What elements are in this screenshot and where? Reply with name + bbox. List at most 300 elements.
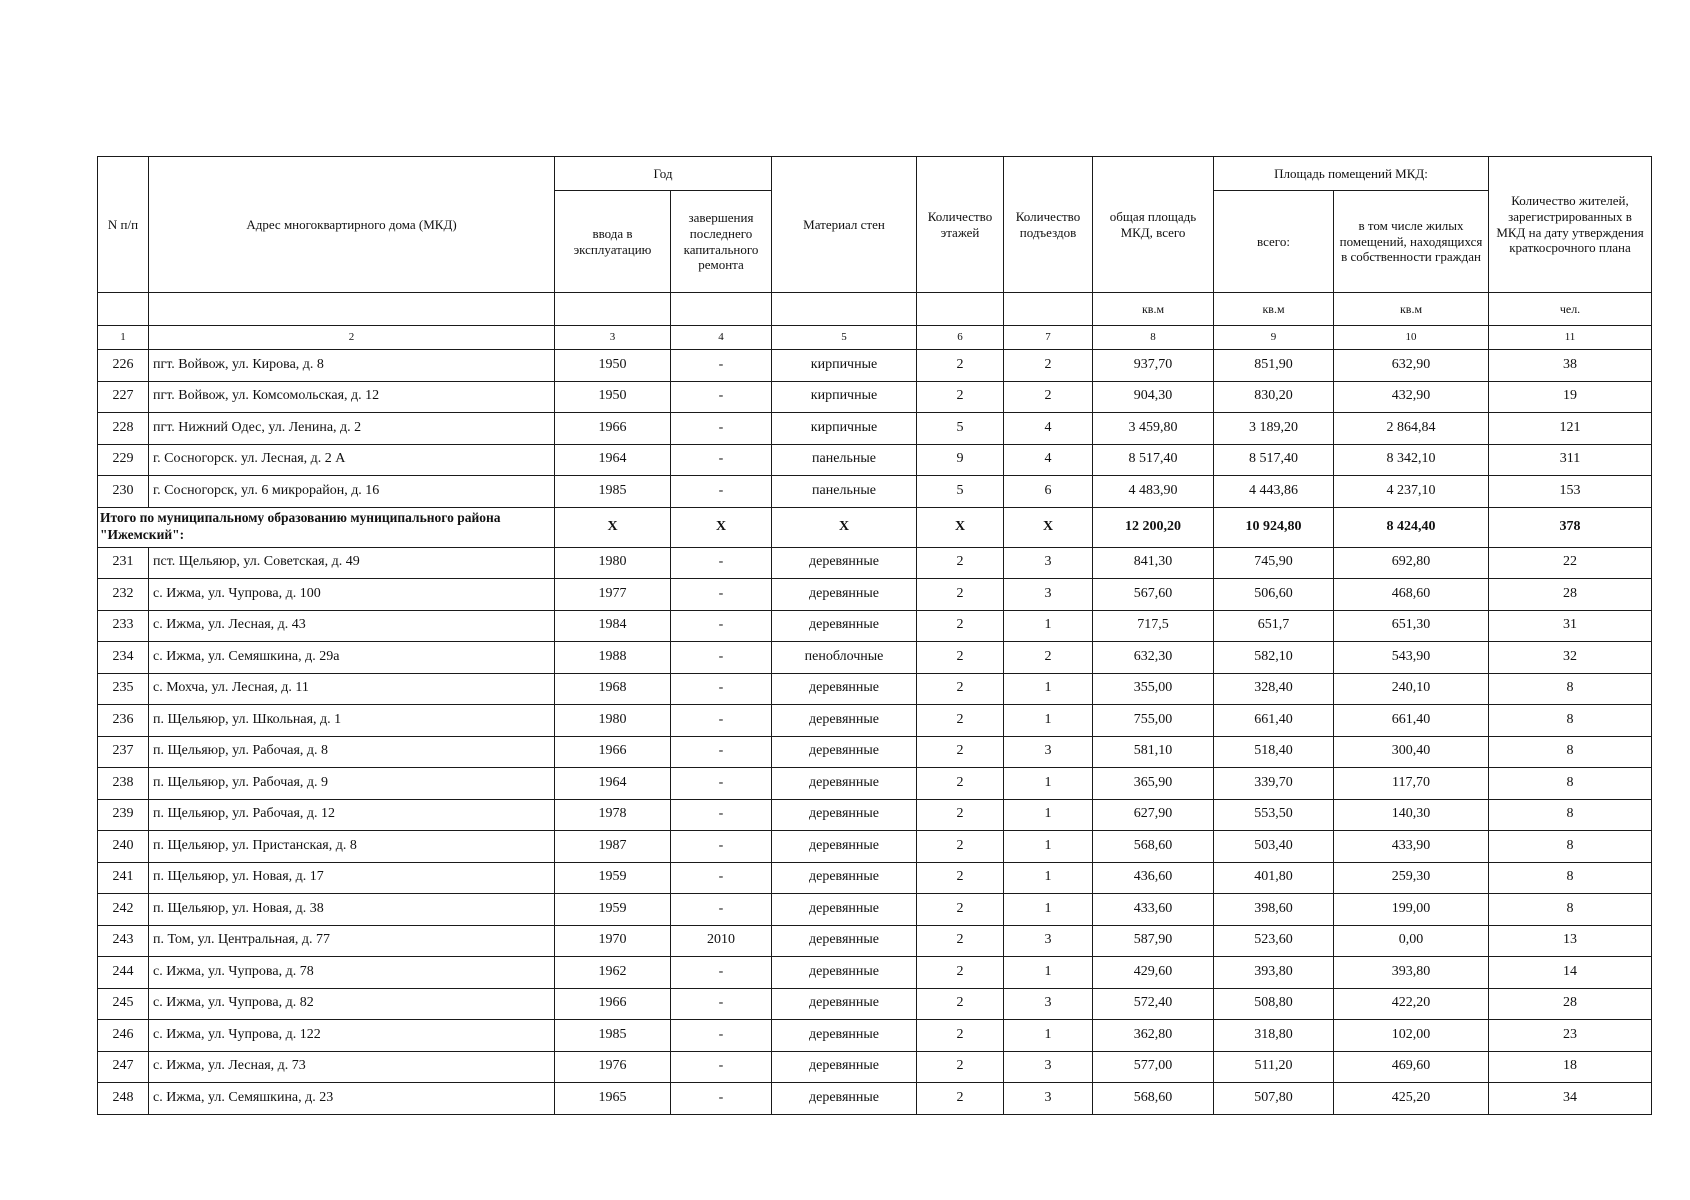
row-residents: 31 — [1489, 610, 1652, 642]
row-wall-material: деревянные — [772, 957, 917, 989]
row-wall-material: деревянные — [772, 831, 917, 863]
row-wall-material: деревянные — [772, 1051, 917, 1083]
row-wall-material: деревянные — [772, 894, 917, 926]
table-row — [98, 1083, 1652, 1115]
row-number: 243 — [98, 925, 149, 957]
row-year-repair: - — [671, 413, 772, 445]
unit-empty — [917, 293, 1004, 326]
row-address: с. Ижма, ул. Лесная, д. 73 — [149, 1051, 555, 1083]
row-wall-material: деревянные — [772, 1083, 917, 1115]
unit-empty — [149, 293, 555, 326]
row-address: п. Щельяюр, ул. Рабочая, д. 8 — [149, 736, 555, 768]
row-address: с. Ижма, ул. Чупрова, д. 100 — [149, 579, 555, 611]
row-total-area: 627,90 — [1093, 799, 1214, 831]
row-entrances: 2 — [1004, 381, 1093, 413]
total-year-repair: X — [671, 507, 772, 547]
row-total-area: 577,00 — [1093, 1051, 1214, 1083]
row-wall-material: деревянные — [772, 1020, 917, 1052]
row-number: 227 — [98, 381, 149, 413]
row-total-area: 3 459,80 — [1093, 413, 1214, 445]
row-area-all: 830,20 — [1214, 381, 1334, 413]
row-floors: 2 — [917, 610, 1004, 642]
row-year-commission: 1959 — [555, 894, 671, 926]
table-row — [98, 957, 1652, 989]
row-area-all: 503,40 — [1214, 831, 1334, 863]
row-residents: 8 — [1489, 673, 1652, 705]
row-floors: 2 — [917, 673, 1004, 705]
row-year-commission: 1985 — [555, 476, 671, 508]
row-total-area: 8 517,40 — [1093, 444, 1214, 476]
col-number: 10 — [1334, 326, 1489, 350]
row-number: 239 — [98, 799, 149, 831]
row-total-area: 841,30 — [1093, 547, 1214, 579]
table-header — [98, 157, 1652, 350]
row-year-commission: 1968 — [555, 673, 671, 705]
row-number: 229 — [98, 444, 149, 476]
row-year-repair: - — [671, 1051, 772, 1083]
header-wall-material: Материал стен — [772, 157, 917, 293]
row-wall-material: кирпичные — [772, 413, 917, 445]
row-address: пгт. Нижний Одес, ул. Ленина, д. 2 — [149, 413, 555, 445]
row-area-private: 8 342,10 — [1334, 444, 1489, 476]
row-address: с. Ижма, ул. Чупрова, д. 78 — [149, 957, 555, 989]
row-total-area: 429,60 — [1093, 957, 1214, 989]
row-wall-material: деревянные — [772, 579, 917, 611]
row-year-commission: 1977 — [555, 579, 671, 611]
row-entrances: 6 — [1004, 476, 1093, 508]
row-number: 233 — [98, 610, 149, 642]
row-number: 230 — [98, 476, 149, 508]
row-area-all: 582,10 — [1214, 642, 1334, 674]
row-floors: 2 — [917, 957, 1004, 989]
unit-sqm-private: кв.м — [1334, 293, 1489, 326]
col-number: 5 — [772, 326, 917, 350]
table-row — [98, 579, 1652, 611]
row-area-all: 508,80 — [1214, 988, 1334, 1020]
row-number: 245 — [98, 988, 149, 1020]
row-area-all: 506,60 — [1214, 579, 1334, 611]
row-year-repair: - — [671, 988, 772, 1020]
row-number: 242 — [98, 894, 149, 926]
row-floors: 2 — [917, 579, 1004, 611]
row-floors: 9 — [917, 444, 1004, 476]
row-total-area: 587,90 — [1093, 925, 1214, 957]
header-year-group: Год — [555, 157, 772, 191]
row-area-all: 398,60 — [1214, 894, 1334, 926]
row-number: 247 — [98, 1051, 149, 1083]
row-area-private: 393,80 — [1334, 957, 1489, 989]
table-row — [98, 1020, 1652, 1052]
total-residents: 378 — [1489, 507, 1652, 547]
row-year-commission: 1978 — [555, 799, 671, 831]
row-area-private: 543,90 — [1334, 642, 1489, 674]
total-row — [98, 507, 1652, 547]
row-total-area: 362,80 — [1093, 1020, 1214, 1052]
row-area-all: 523,60 — [1214, 925, 1334, 957]
row-address: с. Ижма, ул. Лесная, д. 43 — [149, 610, 555, 642]
row-total-area: 355,00 — [1093, 673, 1214, 705]
header-year-commission: ввода в эксплуатацию — [555, 191, 671, 293]
header-floors: Количество этажей — [917, 157, 1004, 293]
row-number: 235 — [98, 673, 149, 705]
row-area-all: 339,70 — [1214, 768, 1334, 800]
row-area-private: 422,20 — [1334, 988, 1489, 1020]
header-area-private: в том числе жилых помещений, находящихся в собственности граждан — [1334, 191, 1489, 293]
row-entrances: 1 — [1004, 673, 1093, 705]
row-year-repair: - — [671, 579, 772, 611]
row-floors: 2 — [917, 925, 1004, 957]
row-year-commission: 1962 — [555, 957, 671, 989]
unit-sqm-all: кв.м — [1214, 293, 1334, 326]
row-entrances: 1 — [1004, 1020, 1093, 1052]
row-entrances: 2 — [1004, 350, 1093, 382]
row-residents: 34 — [1489, 1083, 1652, 1115]
row-year-repair: - — [671, 894, 772, 926]
row-year-commission: 1966 — [555, 988, 671, 1020]
row-residents: 8 — [1489, 799, 1652, 831]
row-area-all: 651,7 — [1214, 610, 1334, 642]
unit-empty — [98, 293, 149, 326]
row-area-all: 507,80 — [1214, 1083, 1334, 1115]
row-floors: 2 — [917, 736, 1004, 768]
header-address: Адрес многоквартирного дома (МКД) — [149, 157, 555, 293]
row-area-private: 117,70 — [1334, 768, 1489, 800]
row-number: 226 — [98, 350, 149, 382]
row-year-commission: 1966 — [555, 736, 671, 768]
unit-empty — [671, 293, 772, 326]
row-entrances: 1 — [1004, 705, 1093, 737]
row-wall-material: деревянные — [772, 768, 917, 800]
row-entrances: 4 — [1004, 444, 1093, 476]
row-year-commission: 1980 — [555, 705, 671, 737]
row-area-all: 518,40 — [1214, 736, 1334, 768]
row-residents: 13 — [1489, 925, 1652, 957]
row-floors: 2 — [917, 862, 1004, 894]
row-entrances: 2 — [1004, 642, 1093, 674]
row-entrances: 3 — [1004, 925, 1093, 957]
row-area-private: 102,00 — [1334, 1020, 1489, 1052]
total-area-private: 8 424,40 — [1334, 507, 1489, 547]
row-floors: 2 — [917, 988, 1004, 1020]
table-row — [98, 642, 1652, 674]
row-year-commission: 1965 — [555, 1083, 671, 1115]
row-year-repair: - — [671, 350, 772, 382]
row-floors: 2 — [917, 705, 1004, 737]
row-number: 241 — [98, 862, 149, 894]
row-number: 246 — [98, 1020, 149, 1052]
row-wall-material: пеноблочные — [772, 642, 917, 674]
row-total-area: 632,30 — [1093, 642, 1214, 674]
row-total-area: 568,60 — [1093, 831, 1214, 863]
table-row — [98, 799, 1652, 831]
row-floors: 2 — [917, 1051, 1004, 1083]
row-residents: 14 — [1489, 957, 1652, 989]
row-wall-material: кирпичные — [772, 350, 917, 382]
col-number: 2 — [149, 326, 555, 350]
row-floors: 5 — [917, 476, 1004, 508]
unit-empty — [772, 293, 917, 326]
row-floors: 5 — [917, 413, 1004, 445]
row-area-private: 425,20 — [1334, 1083, 1489, 1115]
row-entrances: 1 — [1004, 768, 1093, 800]
table-row — [98, 444, 1652, 476]
row-year-repair: - — [671, 768, 772, 800]
row-residents: 8 — [1489, 736, 1652, 768]
row-floors: 2 — [917, 768, 1004, 800]
row-area-all: 3 189,20 — [1214, 413, 1334, 445]
row-entrances: 4 — [1004, 413, 1093, 445]
row-area-private: 199,00 — [1334, 894, 1489, 926]
row-address: пгт. Войвож, ул. Кирова, д. 8 — [149, 350, 555, 382]
col-number: 1 — [98, 326, 149, 350]
row-year-repair: - — [671, 957, 772, 989]
unit-people: чел. — [1489, 293, 1652, 326]
row-year-repair: - — [671, 1083, 772, 1115]
table-row — [98, 673, 1652, 705]
row-number: 244 — [98, 957, 149, 989]
row-area-private: 259,30 — [1334, 862, 1489, 894]
row-wall-material: деревянные — [772, 547, 917, 579]
row-address: с. Ижма, ул. Чупрова, д. 82 — [149, 988, 555, 1020]
header-area-all: всего: — [1214, 191, 1334, 293]
row-year-repair: - — [671, 673, 772, 705]
row-year-commission: 1984 — [555, 610, 671, 642]
table-row — [98, 862, 1652, 894]
row-residents: 8 — [1489, 768, 1652, 800]
row-residents: 23 — [1489, 1020, 1652, 1052]
table-row — [98, 705, 1652, 737]
row-wall-material: деревянные — [772, 610, 917, 642]
row-number: 238 — [98, 768, 149, 800]
row-number: 232 — [98, 579, 149, 611]
header-area-group: Площадь помещений МКД: — [1214, 157, 1489, 191]
col-number: 6 — [917, 326, 1004, 350]
row-address: г. Сосногорск. ул. Лесная, д. 2 А — [149, 444, 555, 476]
unit-empty — [555, 293, 671, 326]
row-total-area: 581,10 — [1093, 736, 1214, 768]
row-address: пгт. Войвож, ул. Комсомольская, д. 12 — [149, 381, 555, 413]
table-row — [98, 547, 1652, 579]
row-year-commission: 1950 — [555, 350, 671, 382]
table-row — [98, 988, 1652, 1020]
row-area-private: 140,30 — [1334, 799, 1489, 831]
housing-register-table — [97, 156, 1652, 1115]
row-address: п. Щельяюр, ул. Рабочая, д. 9 — [149, 768, 555, 800]
row-address: г. Сосногорск, ул. 6 микрорайон, д. 16 — [149, 476, 555, 508]
table-row — [98, 894, 1652, 926]
row-area-private: 240,10 — [1334, 673, 1489, 705]
row-area-private: 432,90 — [1334, 381, 1489, 413]
row-year-commission: 1985 — [555, 1020, 671, 1052]
row-wall-material: кирпичные — [772, 381, 917, 413]
row-entrances: 3 — [1004, 547, 1093, 579]
row-year-repair: - — [671, 381, 772, 413]
row-area-private: 469,60 — [1334, 1051, 1489, 1083]
row-residents: 121 — [1489, 413, 1652, 445]
row-total-area: 937,70 — [1093, 350, 1214, 382]
total-area-all: 10 924,80 — [1214, 507, 1334, 547]
row-total-area: 567,60 — [1093, 579, 1214, 611]
row-total-area: 365,90 — [1093, 768, 1214, 800]
row-year-repair: - — [671, 476, 772, 508]
col-number: 11 — [1489, 326, 1652, 350]
row-area-private: 2 864,84 — [1334, 413, 1489, 445]
row-residents: 28 — [1489, 988, 1652, 1020]
row-area-all: 328,40 — [1214, 673, 1334, 705]
row-entrances: 3 — [1004, 579, 1093, 611]
row-entrances: 3 — [1004, 988, 1093, 1020]
row-total-area: 4 483,90 — [1093, 476, 1214, 508]
header-total-area: общая площадь МКД, всего — [1093, 157, 1214, 293]
row-area-private: 0,00 — [1334, 925, 1489, 957]
row-wall-material: деревянные — [772, 862, 917, 894]
row-year-commission: 1959 — [555, 862, 671, 894]
row-address: п. Щельяюр, ул. Новая, д. 38 — [149, 894, 555, 926]
row-address: с. Ижма, ул. Семяшкина, д. 29а — [149, 642, 555, 674]
row-address: с. Ижма, ул. Семяшкина, д. 23 — [149, 1083, 555, 1115]
row-address: с. Мохча, ул. Лесная, д. 11 — [149, 673, 555, 705]
row-residents: 8 — [1489, 705, 1652, 737]
row-area-private: 433,90 — [1334, 831, 1489, 863]
header-num: N п/п — [98, 157, 149, 293]
row-residents: 19 — [1489, 381, 1652, 413]
row-residents: 311 — [1489, 444, 1652, 476]
row-wall-material: деревянные — [772, 736, 917, 768]
table-row — [98, 610, 1652, 642]
row-area-all: 553,50 — [1214, 799, 1334, 831]
row-area-private: 661,40 — [1334, 705, 1489, 737]
row-wall-material: панельные — [772, 444, 917, 476]
row-wall-material: деревянные — [772, 799, 917, 831]
row-address: п. Щельяюр, ул. Рабочая, д. 12 — [149, 799, 555, 831]
row-floors: 2 — [917, 1083, 1004, 1115]
row-address: п. Том, ул. Центральная, д. 77 — [149, 925, 555, 957]
row-entrances: 1 — [1004, 894, 1093, 926]
row-year-commission: 1987 — [555, 831, 671, 863]
row-address: п. Щельяюр, ул. Пристанская, д. 8 — [149, 831, 555, 863]
row-area-all: 401,80 — [1214, 862, 1334, 894]
col-number: 9 — [1214, 326, 1334, 350]
row-entrances: 3 — [1004, 1083, 1093, 1115]
row-area-all: 511,20 — [1214, 1051, 1334, 1083]
row-year-commission: 1950 — [555, 381, 671, 413]
table-row — [98, 476, 1652, 508]
row-floors: 2 — [917, 381, 1004, 413]
row-floors: 2 — [917, 350, 1004, 382]
row-residents: 32 — [1489, 642, 1652, 674]
row-residents: 18 — [1489, 1051, 1652, 1083]
header-entrances: Количество подъездов — [1004, 157, 1093, 293]
table-row — [98, 925, 1652, 957]
row-area-private: 632,90 — [1334, 350, 1489, 382]
row-year-repair: - — [671, 547, 772, 579]
header-year-repair: завершения последнего капитального ремонта — [671, 191, 772, 293]
row-year-commission: 1980 — [555, 547, 671, 579]
table-row — [98, 736, 1652, 768]
row-area-all: 851,90 — [1214, 350, 1334, 382]
row-residents: 38 — [1489, 350, 1652, 382]
row-entrances: 3 — [1004, 1051, 1093, 1083]
row-residents: 22 — [1489, 547, 1652, 579]
table-row — [98, 831, 1652, 863]
row-total-area: 717,5 — [1093, 610, 1214, 642]
row-entrances: 1 — [1004, 799, 1093, 831]
row-floors: 2 — [917, 642, 1004, 674]
row-area-private: 300,40 — [1334, 736, 1489, 768]
row-total-area: 572,40 — [1093, 988, 1214, 1020]
table-row — [98, 1051, 1652, 1083]
row-number: 231 — [98, 547, 149, 579]
row-entrances: 1 — [1004, 957, 1093, 989]
row-year-repair: - — [671, 736, 772, 768]
table-row — [98, 768, 1652, 800]
row-residents: 8 — [1489, 862, 1652, 894]
table-row — [98, 350, 1652, 382]
row-address: п. Щельяюр, ул. Школьная, д. 1 — [149, 705, 555, 737]
table-body — [98, 350, 1652, 1115]
row-year-repair: - — [671, 444, 772, 476]
col-number: 8 — [1093, 326, 1214, 350]
row-number: 248 — [98, 1083, 149, 1115]
row-wall-material: панельные — [772, 476, 917, 508]
row-residents: 28 — [1489, 579, 1652, 611]
row-floors: 2 — [917, 547, 1004, 579]
row-total-area: 436,60 — [1093, 862, 1214, 894]
row-year-repair: - — [671, 1020, 772, 1052]
total-year-commission: X — [555, 507, 671, 547]
row-residents: 8 — [1489, 831, 1652, 863]
row-area-private: 4 237,10 — [1334, 476, 1489, 508]
row-area-private: 468,60 — [1334, 579, 1489, 611]
row-floors: 2 — [917, 894, 1004, 926]
total-entrances: X — [1004, 507, 1093, 547]
row-floors: 2 — [917, 799, 1004, 831]
row-floors: 2 — [917, 1020, 1004, 1052]
row-number: 240 — [98, 831, 149, 863]
row-year-repair: - — [671, 799, 772, 831]
row-year-repair: - — [671, 862, 772, 894]
row-area-all: 661,40 — [1214, 705, 1334, 737]
row-wall-material: деревянные — [772, 673, 917, 705]
header-residents: Количество жителей, зарегистрированных в МКД на дату утверждения краткосрочного плана — [1489, 157, 1652, 293]
row-total-area: 568,60 — [1093, 1083, 1214, 1115]
row-entrances: 1 — [1004, 610, 1093, 642]
row-year-repair: - — [671, 831, 772, 863]
row-year-commission: 1966 — [555, 413, 671, 445]
row-area-all: 393,80 — [1214, 957, 1334, 989]
total-floors: X — [917, 507, 1004, 547]
row-entrances: 3 — [1004, 736, 1093, 768]
unit-empty — [1004, 293, 1093, 326]
row-wall-material: деревянные — [772, 705, 917, 737]
total-label: Итого по муниципальному образованию муниципального района "Ижемский": — [98, 507, 555, 547]
row-total-area: 755,00 — [1093, 705, 1214, 737]
row-floors: 2 — [917, 831, 1004, 863]
row-area-all: 318,80 — [1214, 1020, 1334, 1052]
row-area-private: 692,80 — [1334, 547, 1489, 579]
table-row — [98, 381, 1652, 413]
row-year-repair: - — [671, 610, 772, 642]
row-area-private: 651,30 — [1334, 610, 1489, 642]
row-number: 237 — [98, 736, 149, 768]
row-area-all: 8 517,40 — [1214, 444, 1334, 476]
row-entrances: 1 — [1004, 862, 1093, 894]
row-year-commission: 1988 — [555, 642, 671, 674]
row-year-commission: 1976 — [555, 1051, 671, 1083]
row-number: 234 — [98, 642, 149, 674]
row-year-commission: 1964 — [555, 444, 671, 476]
row-year-commission: 1970 — [555, 925, 671, 957]
